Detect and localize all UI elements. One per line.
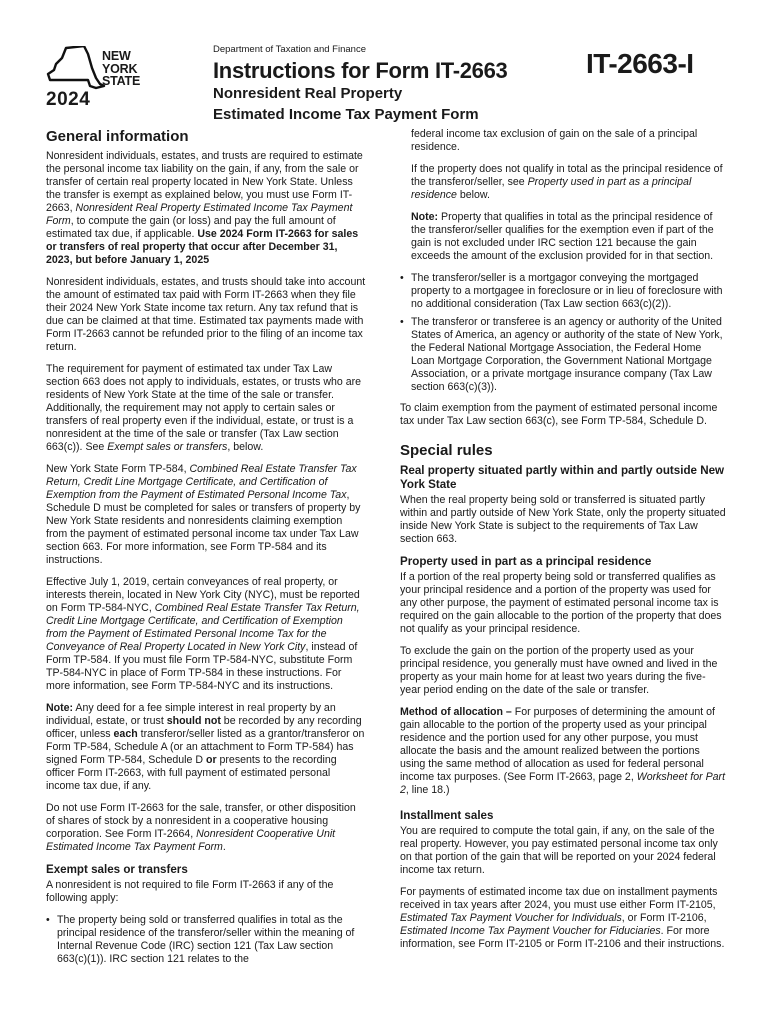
text: , to compute the gain (or loss) and pay the full amount of estimated tax due, if applicable. xyxy=(46,215,336,240)
emphasis: should not xyxy=(166,715,221,727)
emphasis: Use 2024 Form IT-2663 for sales or transfers of real property that occur after December 31, 2023, but before January 1, 2025 xyxy=(46,228,359,266)
nys-map-icon xyxy=(44,46,106,92)
form-name: Nonresident Real Property Estimated Income Tax Payment Form xyxy=(46,202,353,227)
paragraph: To claim exemption from the payment of estimated personal income tax under Tax Law section 663(c), see Form TP-584, Schedule D. xyxy=(400,402,718,427)
text: presents to the recording officer Form IT-2663, with full payment of estimated personal income tax due, if any. xyxy=(46,754,337,792)
subtitle-line: Nonresident Real Property xyxy=(213,85,403,102)
page-subtitle xyxy=(213,83,479,125)
paragraph: A nonresident is not required to file Form IT-2663 if any of the following apply: xyxy=(46,879,334,904)
page-title: Instructions for Form IT-2663 xyxy=(213,58,508,83)
form-name: Combined Real Estate Transfer Tax Return, Credit Line Mortgage Certificate, and Certification of Exemption from the Payment of Estimated Personal Income Tax xyxy=(46,463,357,501)
exempt-list xyxy=(46,914,366,966)
text: below. xyxy=(456,189,490,201)
paragraph xyxy=(400,886,726,951)
text: transferor/seller listed as a grantor/transferor on Form TP-584, Schedule A (or an attachment to Form TP-584) has signed Form TP-584, Schedule D xyxy=(46,728,365,766)
logo-word: STATE xyxy=(102,74,141,88)
subheading-installment: Installment sales xyxy=(400,809,494,822)
text: Property that qualifies in total as the principal residence of the transferor/seller qualifies for the exemption even if part of the gain is not excluded under IRC section 121 because the gain exceeds the amount of the exclusion provided for in that section. xyxy=(411,211,714,262)
worksheet-reference: Worksheet for Part 2 xyxy=(400,771,726,796)
nys-logo xyxy=(44,46,154,116)
emphasis: or xyxy=(205,754,217,766)
tax-year: 2024 xyxy=(46,89,91,110)
paragraph: When the real property being sold or transferred is situated partly within and partly outside of New York State, only the property situated inside New York State is subject to the requirements of Tax Law section 663. xyxy=(400,494,726,545)
exempt-list-continued xyxy=(400,272,726,394)
subheading-part-residence: Property used in part as a principal residence xyxy=(400,555,652,568)
department-name: Department of Taxation and Finance xyxy=(213,44,366,55)
form-name: Estimated Income Tax Payment Voucher for Fiduciaries xyxy=(400,925,661,937)
paragraph xyxy=(46,802,366,854)
section-heading-special: Special rules xyxy=(400,442,493,459)
text: If the property does not qualify in total as the principal residence of the transferor/seller, see xyxy=(411,163,723,188)
subheading-partly: Real property situated partly within and partly outside New York State xyxy=(400,464,725,491)
list-item: • The property being sold or transferred qualifies in total as the principal residence of the transferor/seller within the meaning of Internal Revenue Code (IRC) section 121 (Tax Law section 663(c)(1)). IRC section 121 relates to the xyxy=(46,914,366,966)
logo-word: NEW xyxy=(102,49,131,63)
subtitle-line: Estimated Income Tax Payment Form xyxy=(213,106,479,123)
paragraph: federal income tax exclusion of gain on the sale of a principal residence. xyxy=(411,128,698,153)
form-name: Combined Real Estate Transfer Tax Return, Credit Line Mortgage Certificate, and Certification of Exemption from the Payment of Estimated Personal Income Tax for the Conveyance of Real Property Located in New York City xyxy=(46,602,360,653)
text: , Schedule D must be completed for sales or transfers of property by New York State residents and nonresidents claiming exemption from the payment of estimated personal income tax under Tax Law section 663. For more information, see Form TP-584 and its instructions. xyxy=(46,489,361,566)
text: , or Form IT-2106, xyxy=(621,912,707,924)
note-paragraph xyxy=(46,702,366,793)
logo-wordmark xyxy=(102,50,140,88)
left-column xyxy=(46,128,366,974)
note-paragraph xyxy=(400,211,726,263)
text: Any deed for a fee simple interest in real property by an individual, estate, or trust xyxy=(46,702,336,727)
text: For payments of estimated income tax due on installment payments received in tax years after 2024, you must use either Form IT-2105, xyxy=(400,886,718,911)
text: . For more information, see Form IT-2105 or Form IT-2106 and their instructions. xyxy=(400,925,725,950)
form-name: Nonresident Cooperative Unit Estimated Income Tax Payment Form xyxy=(46,828,336,853)
text: , line 18.) xyxy=(405,784,450,796)
paragraph xyxy=(400,706,726,797)
section-reference: Exempt sales or transfers xyxy=(107,441,228,453)
paragraph: To exclude the gain on the portion of the property used as your principal residence, you generally must have owned and lived in the property as your main home for at least two years during the five-year period ending on the date of the sale or transfer. xyxy=(400,645,718,696)
logo-word: YORK xyxy=(102,61,138,76)
note-label: Note: xyxy=(411,211,439,223)
right-column xyxy=(400,128,726,960)
text: Nonresident individuals, estates, and trusts are required to estimate the personal income tax liability on the gain, if any, from the sale or transfer of certain real property located in New York State. Unless the transfer is exempt as explained below, you must use Form IT-2663, xyxy=(46,150,363,214)
text: The requirement for payment of estimated tax under Tax Law section 663 does not apply to individuals, estates, or trusts who are residents of New York State at the time of the sale or transfer. Additionally, the requirement may not apply to certain sales or transfers of real property even if the individual, estate, or trust is a nonresident at the time of the sale or transfer (Tax Law section 663(c)). See xyxy=(46,363,362,453)
paragraph xyxy=(46,576,366,693)
list-item: • The transferor or transferee is an agency or authority of the United States of America, an agency or authority of the state of New York, the Federal National Mortgage Association, the Federal Home Loan Mortgage Corporation, the Government National Mortgage Association, or a private mortgage insurance company (Tax Law section 663(c)(3)). xyxy=(400,316,726,394)
text: , instead of Form TP-584. If you must file Form TP-584-NYC, substitute Form TP-584-NYC in place of Form TP-584 in these instructions. For more information, see Form TP-584-NYC and its instructions. xyxy=(46,641,358,692)
text: Do not use Form IT-2663 for the sale, transfer, or other disposition of shares of stock by a nonresident in a cooperative housing corporation. See Form IT-2664, xyxy=(46,802,356,840)
paragraph: Nonresident individuals, estates, and trusts should take into account the amount of estimated tax paid with Form IT-2663 when they file their 2024 New York State income tax return. Any tax refund that is due can be claimed at that time. Estimated tax payments made with Form IT-2663 cannot be refunded prior to the filing of an income tax return. xyxy=(46,276,366,353)
paragraph xyxy=(46,363,366,454)
text: New York State Form TP-584, xyxy=(46,463,190,475)
paragraph xyxy=(46,463,366,567)
paragraph xyxy=(400,163,726,202)
list-item: • The transferor/seller is a mortgagor conveying the mortgaged property to a mortgagee in foreclosure or in lieu of foreclosure with no additional consideration (Tax Law section 663(c)(2)). xyxy=(400,272,726,311)
form-name: Estimated Tax Payment Voucher for Individuals xyxy=(400,912,622,924)
method-label: Method of allocation – xyxy=(400,706,512,718)
text: , below. xyxy=(227,441,264,453)
section-reference: Property used in part as a principal residence xyxy=(411,176,692,201)
section-heading-exempt: Exempt sales or transfers xyxy=(46,863,188,876)
section-heading-general: General information xyxy=(46,128,189,145)
text: For purposes of determining the amount of gain allocable to the portion of the property used as your principal residence and the portion used for any other purpose, you must allocate the basis and the amount realized between the portions using the same method of allocation as used for federal personal income tax purposes. (See Form IT-2663, page 2, xyxy=(400,706,715,783)
form-code: IT-2663-I xyxy=(586,48,694,79)
paragraph xyxy=(46,150,366,267)
text: . xyxy=(222,841,226,853)
text: be recorded by any recording officer, unless xyxy=(46,715,362,740)
paragraph: You are required to compute the total gain, if any, on the sale of the real property. However, you pay estimated personal income tax only on that portion of the gain that will be reported on your 2024 federal income tax return. xyxy=(400,825,718,876)
note-label: Note: xyxy=(46,702,74,714)
text: Effective July 1, 2019, certain conveyances of real property, or interests therein, located in New York City (NYC), must be reported on Form TP-584-NYC, xyxy=(46,576,360,614)
paragraph: If a portion of the real property being sold or transferred qualifies as your principal residence and a portion of the property was used for any other purpose, the payment of estimated personal income tax is required on the gain allocable to the portion of the property that does not qualify as your principal residence. xyxy=(400,571,722,635)
page-header xyxy=(0,0,770,130)
emphasis: each xyxy=(113,728,138,740)
